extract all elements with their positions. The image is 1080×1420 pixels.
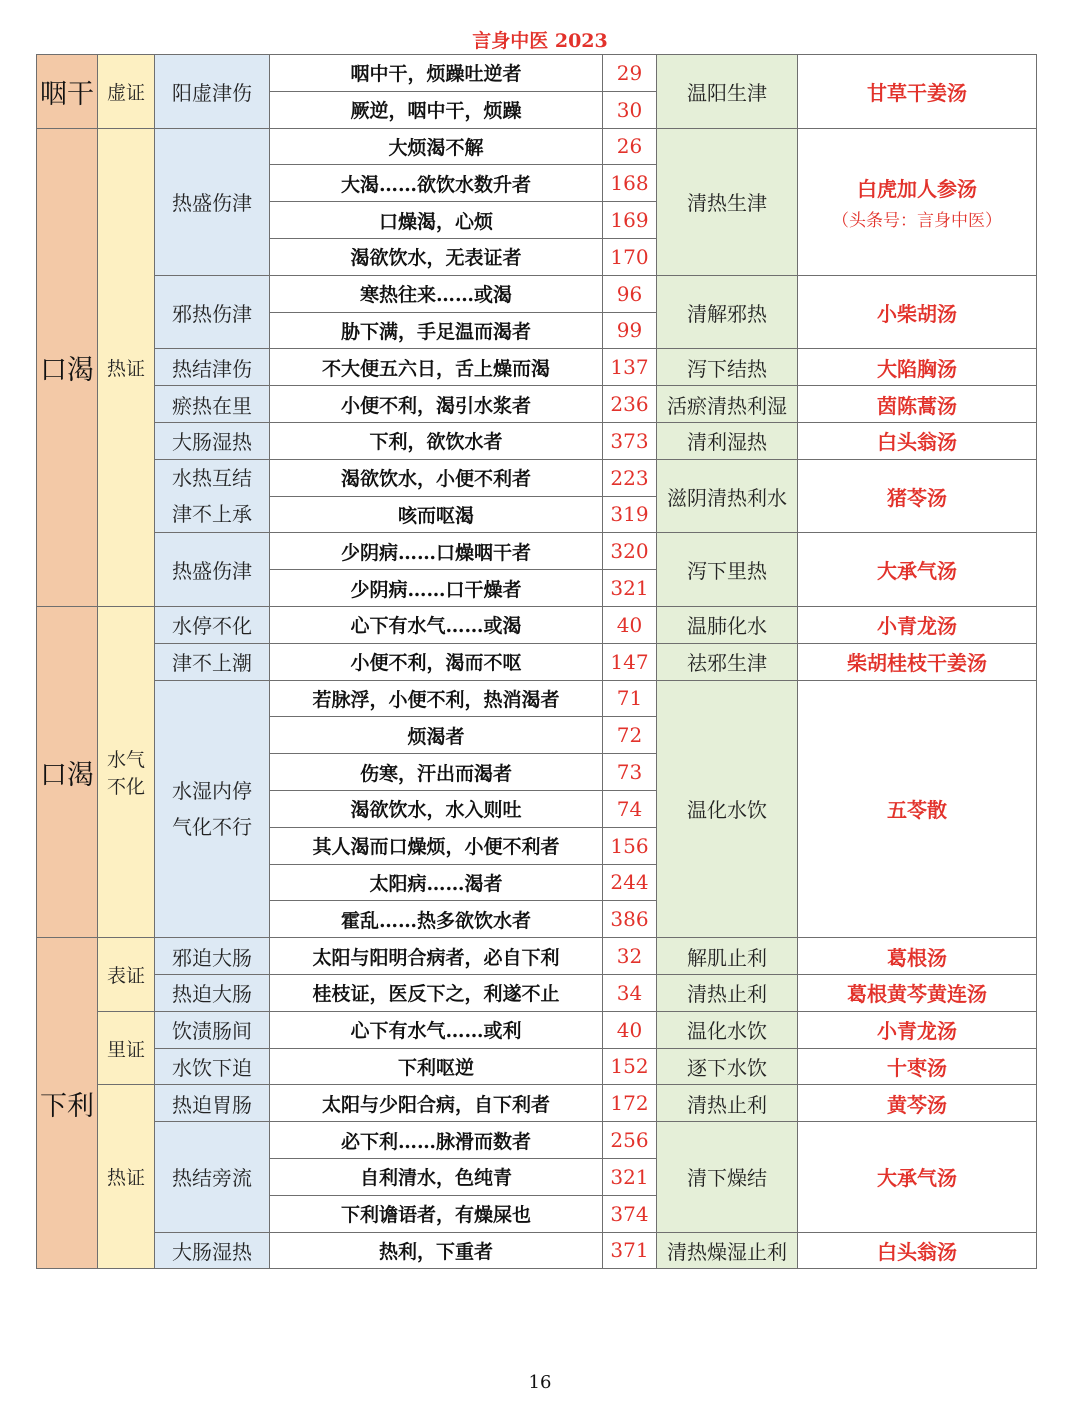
table-row bbox=[37, 533, 1037, 570]
formula-note: （头条号：言身中医） bbox=[832, 210, 1002, 231]
pathogenesis-cell: 阳虚津伤 bbox=[155, 55, 270, 129]
page-header: 言身中医 2023 bbox=[472, 30, 608, 52]
treatment-cell: 清热生津 bbox=[657, 128, 798, 275]
syndrome-type-cell: 表证 bbox=[98, 938, 155, 1012]
table-row bbox=[37, 643, 1037, 680]
treatment-cell: 解肌止利 bbox=[657, 938, 798, 975]
pathogenesis-cell: 邪热伤津 bbox=[155, 275, 270, 349]
clause-number: 156 bbox=[603, 827, 657, 864]
clause-number: 319 bbox=[603, 496, 657, 533]
treatment-cell: 清热止利 bbox=[657, 974, 798, 1011]
clause-cell: 太阳与少阳合病，自下利者 bbox=[270, 1085, 603, 1122]
pathogenesis-cell bbox=[155, 459, 270, 533]
syndrome-type-line: 不化 bbox=[106, 776, 145, 799]
clause-number: 320 bbox=[603, 533, 657, 570]
syndrome-type-cell: 虚证 bbox=[98, 55, 155, 129]
clause-number: 386 bbox=[603, 901, 657, 938]
clause-cell: 咳而呕渴 bbox=[270, 496, 603, 533]
clause-cell: 伤寒，汗出而渴者 bbox=[270, 754, 603, 791]
table-row bbox=[37, 974, 1037, 1011]
formula-cell: 十枣汤 bbox=[798, 1048, 1037, 1085]
clause-cell: 必下利……脉滑而数者 bbox=[270, 1122, 603, 1159]
clause-cell: 小便不利，渴而不呕 bbox=[270, 643, 603, 680]
formula-cell: 茵陈蒿汤 bbox=[798, 386, 1037, 423]
clause-cell: 厥逆，咽中干，烦躁 bbox=[270, 91, 603, 128]
formula-cell: 白头翁汤 bbox=[798, 1232, 1037, 1269]
formula-cell: 大陷胸汤 bbox=[798, 349, 1037, 386]
formula-cell: 小柴胡汤 bbox=[798, 275, 1037, 349]
clause-number: 30 bbox=[603, 91, 657, 128]
clause-number: 74 bbox=[603, 790, 657, 827]
formula-cell: 葛根汤 bbox=[798, 938, 1037, 975]
clause-number: 147 bbox=[603, 643, 657, 680]
syndrome-type-cell: 热证 bbox=[98, 128, 155, 606]
clause-number: 321 bbox=[603, 1158, 657, 1195]
clause-number: 152 bbox=[603, 1048, 657, 1085]
formula-cell bbox=[798, 128, 1037, 275]
clause-number: 168 bbox=[603, 165, 657, 202]
clause-cell: 霍乱……热多欲饮水者 bbox=[270, 901, 603, 938]
treatment-cell: 清下燥结 bbox=[657, 1122, 798, 1232]
clause-number: 73 bbox=[603, 754, 657, 791]
pathogenesis-cell: 热迫大肠 bbox=[155, 974, 270, 1011]
clause-number: 236 bbox=[603, 386, 657, 423]
table-row bbox=[37, 680, 1037, 717]
pathogenesis-line: 气化不行 bbox=[172, 814, 252, 839]
symptom-cell: 口渴 bbox=[37, 606, 98, 937]
treatment-cell: 温化水饮 bbox=[657, 680, 798, 938]
pathogenesis-cell: 热结旁流 bbox=[155, 1122, 270, 1232]
table-row bbox=[37, 128, 1037, 165]
syndrome-type-line: 水气 bbox=[106, 749, 145, 772]
clause-number: 371 bbox=[603, 1232, 657, 1269]
clause-cell: 渴欲饮水，无表证者 bbox=[270, 238, 603, 275]
clause-cell: 太阳病……渴者 bbox=[270, 864, 603, 901]
pathogenesis-line: 水热互结 bbox=[172, 466, 252, 491]
clause-cell: 不大便五六日，舌上燥而渴 bbox=[270, 349, 603, 386]
table-row bbox=[37, 1048, 1037, 1085]
table-row bbox=[37, 275, 1037, 312]
clause-cell: 大渴……欲饮水数升者 bbox=[270, 165, 603, 202]
treatment-cell: 祛邪生津 bbox=[657, 643, 798, 680]
symptom-cell: 口渴 bbox=[37, 128, 98, 606]
formula-cell: 白头翁汤 bbox=[798, 422, 1037, 459]
table-row bbox=[37, 349, 1037, 386]
treatment-cell: 温阳生津 bbox=[657, 55, 798, 129]
clause-cell: 心下有水气……或渴 bbox=[270, 606, 603, 643]
clause-cell: 咽中干，烦躁吐逆者 bbox=[270, 55, 603, 92]
pathogenesis-cell bbox=[155, 680, 270, 938]
formula-cell: 小青龙汤 bbox=[798, 1011, 1037, 1048]
pathogenesis-cell: 热迫胃肠 bbox=[155, 1085, 270, 1122]
pathogenesis-line: 水湿内停 bbox=[172, 778, 252, 803]
clause-number: 99 bbox=[603, 312, 657, 349]
clause-cell: 太阳与阳明合病者，必自下利 bbox=[270, 938, 603, 975]
table-row bbox=[37, 386, 1037, 423]
clause-cell: 下利，欲饮水者 bbox=[270, 422, 603, 459]
table-row bbox=[37, 422, 1037, 459]
pathogenesis-cell: 大肠湿热 bbox=[155, 422, 270, 459]
pathogenesis-cell: 热盛伤津 bbox=[155, 128, 270, 275]
clause-number: 40 bbox=[603, 606, 657, 643]
clause-number: 32 bbox=[603, 938, 657, 975]
clause-cell: 胁下满，手足温而渴者 bbox=[270, 312, 603, 349]
clause-number: 40 bbox=[603, 1011, 657, 1048]
pathogenesis-cell: 水停不化 bbox=[155, 606, 270, 643]
formula-cell: 甘草干姜汤 bbox=[798, 55, 1037, 129]
clause-cell: 下利呕逆 bbox=[270, 1048, 603, 1085]
clause-cell: 心下有水气……或利 bbox=[270, 1011, 603, 1048]
treatment-cell: 逐下水饮 bbox=[657, 1048, 798, 1085]
treatment-cell: 泻下结热 bbox=[657, 349, 798, 386]
table-row bbox=[37, 1011, 1037, 1048]
clause-cell: 烦渴者 bbox=[270, 717, 603, 754]
clause-number: 29 bbox=[603, 55, 657, 92]
page-number: 16 bbox=[528, 1372, 552, 1393]
clause-number: 34 bbox=[603, 974, 657, 1011]
clause-number: 137 bbox=[603, 349, 657, 386]
clause-number: 71 bbox=[603, 680, 657, 717]
symptom-cell: 咽干 bbox=[37, 55, 98, 129]
clause-cell: 小便不利，渴引水浆者 bbox=[270, 386, 603, 423]
formula-cell: 黄芩汤 bbox=[798, 1085, 1037, 1122]
syndrome-type-cell: 里证 bbox=[98, 1011, 155, 1085]
clause-number: 256 bbox=[603, 1122, 657, 1159]
clause-number: 321 bbox=[603, 570, 657, 607]
clause-number: 172 bbox=[603, 1085, 657, 1122]
pathogenesis-cell: 热盛伤津 bbox=[155, 533, 270, 607]
formula-name: 白虎加人参汤 bbox=[857, 176, 977, 201]
clause-number: 223 bbox=[603, 459, 657, 496]
clause-cell: 寒热往来……或渴 bbox=[270, 275, 603, 312]
treatment-cell: 温化水饮 bbox=[657, 1011, 798, 1048]
formula-cell: 五苓散 bbox=[798, 680, 1037, 938]
pathogenesis-cell: 邪迫大肠 bbox=[155, 938, 270, 975]
formula-cell: 大承气汤 bbox=[798, 533, 1037, 607]
symptom-cell: 下利 bbox=[37, 938, 98, 1269]
treatment-cell: 温肺化水 bbox=[657, 606, 798, 643]
formula-cell: 大承气汤 bbox=[798, 1122, 1037, 1232]
table-row bbox=[37, 55, 1037, 92]
clause-cell: 下利谵语者，有燥屎也 bbox=[270, 1195, 603, 1232]
clause-cell: 口燥渴，心烦 bbox=[270, 202, 603, 239]
clause-cell: 热利，下重者 bbox=[270, 1232, 603, 1269]
syndrome-type-cell: 热证 bbox=[98, 1085, 155, 1269]
clause-cell: 渴欲饮水，水入则吐 bbox=[270, 790, 603, 827]
clause-number: 26 bbox=[603, 128, 657, 165]
treatment-cell: 泻下里热 bbox=[657, 533, 798, 607]
table-row bbox=[37, 606, 1037, 643]
clause-number: 170 bbox=[603, 238, 657, 275]
table-row bbox=[37, 1232, 1037, 1269]
clause-number: 374 bbox=[603, 1195, 657, 1232]
clause-number: 244 bbox=[603, 864, 657, 901]
clause-number: 96 bbox=[603, 275, 657, 312]
formula-cell: 葛根黄芩黄连汤 bbox=[798, 974, 1037, 1011]
pathogenesis-cell: 津不上潮 bbox=[155, 643, 270, 680]
symptom-table bbox=[36, 54, 1037, 1269]
clause-cell: 其人渴而口燥烦，小便不利者 bbox=[270, 827, 603, 864]
table-row bbox=[37, 938, 1037, 975]
formula-cell: 柴胡桂枝干姜汤 bbox=[798, 643, 1037, 680]
syndrome-type-cell bbox=[98, 606, 155, 937]
pathogenesis-cell: 热结津伤 bbox=[155, 349, 270, 386]
clause-cell: 桂枝证，医反下之，利遂不止 bbox=[270, 974, 603, 1011]
clause-cell: 大烦渴不解 bbox=[270, 128, 603, 165]
pathogenesis-cell: 水饮下迫 bbox=[155, 1048, 270, 1085]
treatment-cell: 清利湿热 bbox=[657, 422, 798, 459]
table-row bbox=[37, 1085, 1037, 1122]
table-row bbox=[37, 459, 1037, 496]
clause-cell: 自利清水，色纯青 bbox=[270, 1158, 603, 1195]
clause-number: 72 bbox=[603, 717, 657, 754]
formula-cell: 猪苓汤 bbox=[798, 459, 1037, 533]
clause-cell: 若脉浮，小便不利，热消渴者 bbox=[270, 680, 603, 717]
clause-cell: 少阴病……口干燥者 bbox=[270, 570, 603, 607]
treatment-cell: 清热燥湿止利 bbox=[657, 1232, 798, 1269]
clause-cell: 渴欲饮水，小便不利者 bbox=[270, 459, 603, 496]
treatment-cell: 清热止利 bbox=[657, 1085, 798, 1122]
clause-cell: 少阴病……口燥咽干者 bbox=[270, 533, 603, 570]
pathogenesis-cell: 大肠湿热 bbox=[155, 1232, 270, 1269]
treatment-cell: 活瘀清热利湿 bbox=[657, 386, 798, 423]
pathogenesis-line: 津不上承 bbox=[172, 502, 252, 527]
formula-cell: 小青龙汤 bbox=[798, 606, 1037, 643]
table-row bbox=[37, 1122, 1037, 1159]
pathogenesis-cell: 瘀热在里 bbox=[155, 386, 270, 423]
clause-number: 169 bbox=[603, 202, 657, 239]
treatment-cell: 滋阴清热利水 bbox=[657, 459, 798, 533]
pathogenesis-cell: 饮渍肠间 bbox=[155, 1011, 270, 1048]
treatment-cell: 清解邪热 bbox=[657, 275, 798, 349]
clause-number: 373 bbox=[603, 422, 657, 459]
